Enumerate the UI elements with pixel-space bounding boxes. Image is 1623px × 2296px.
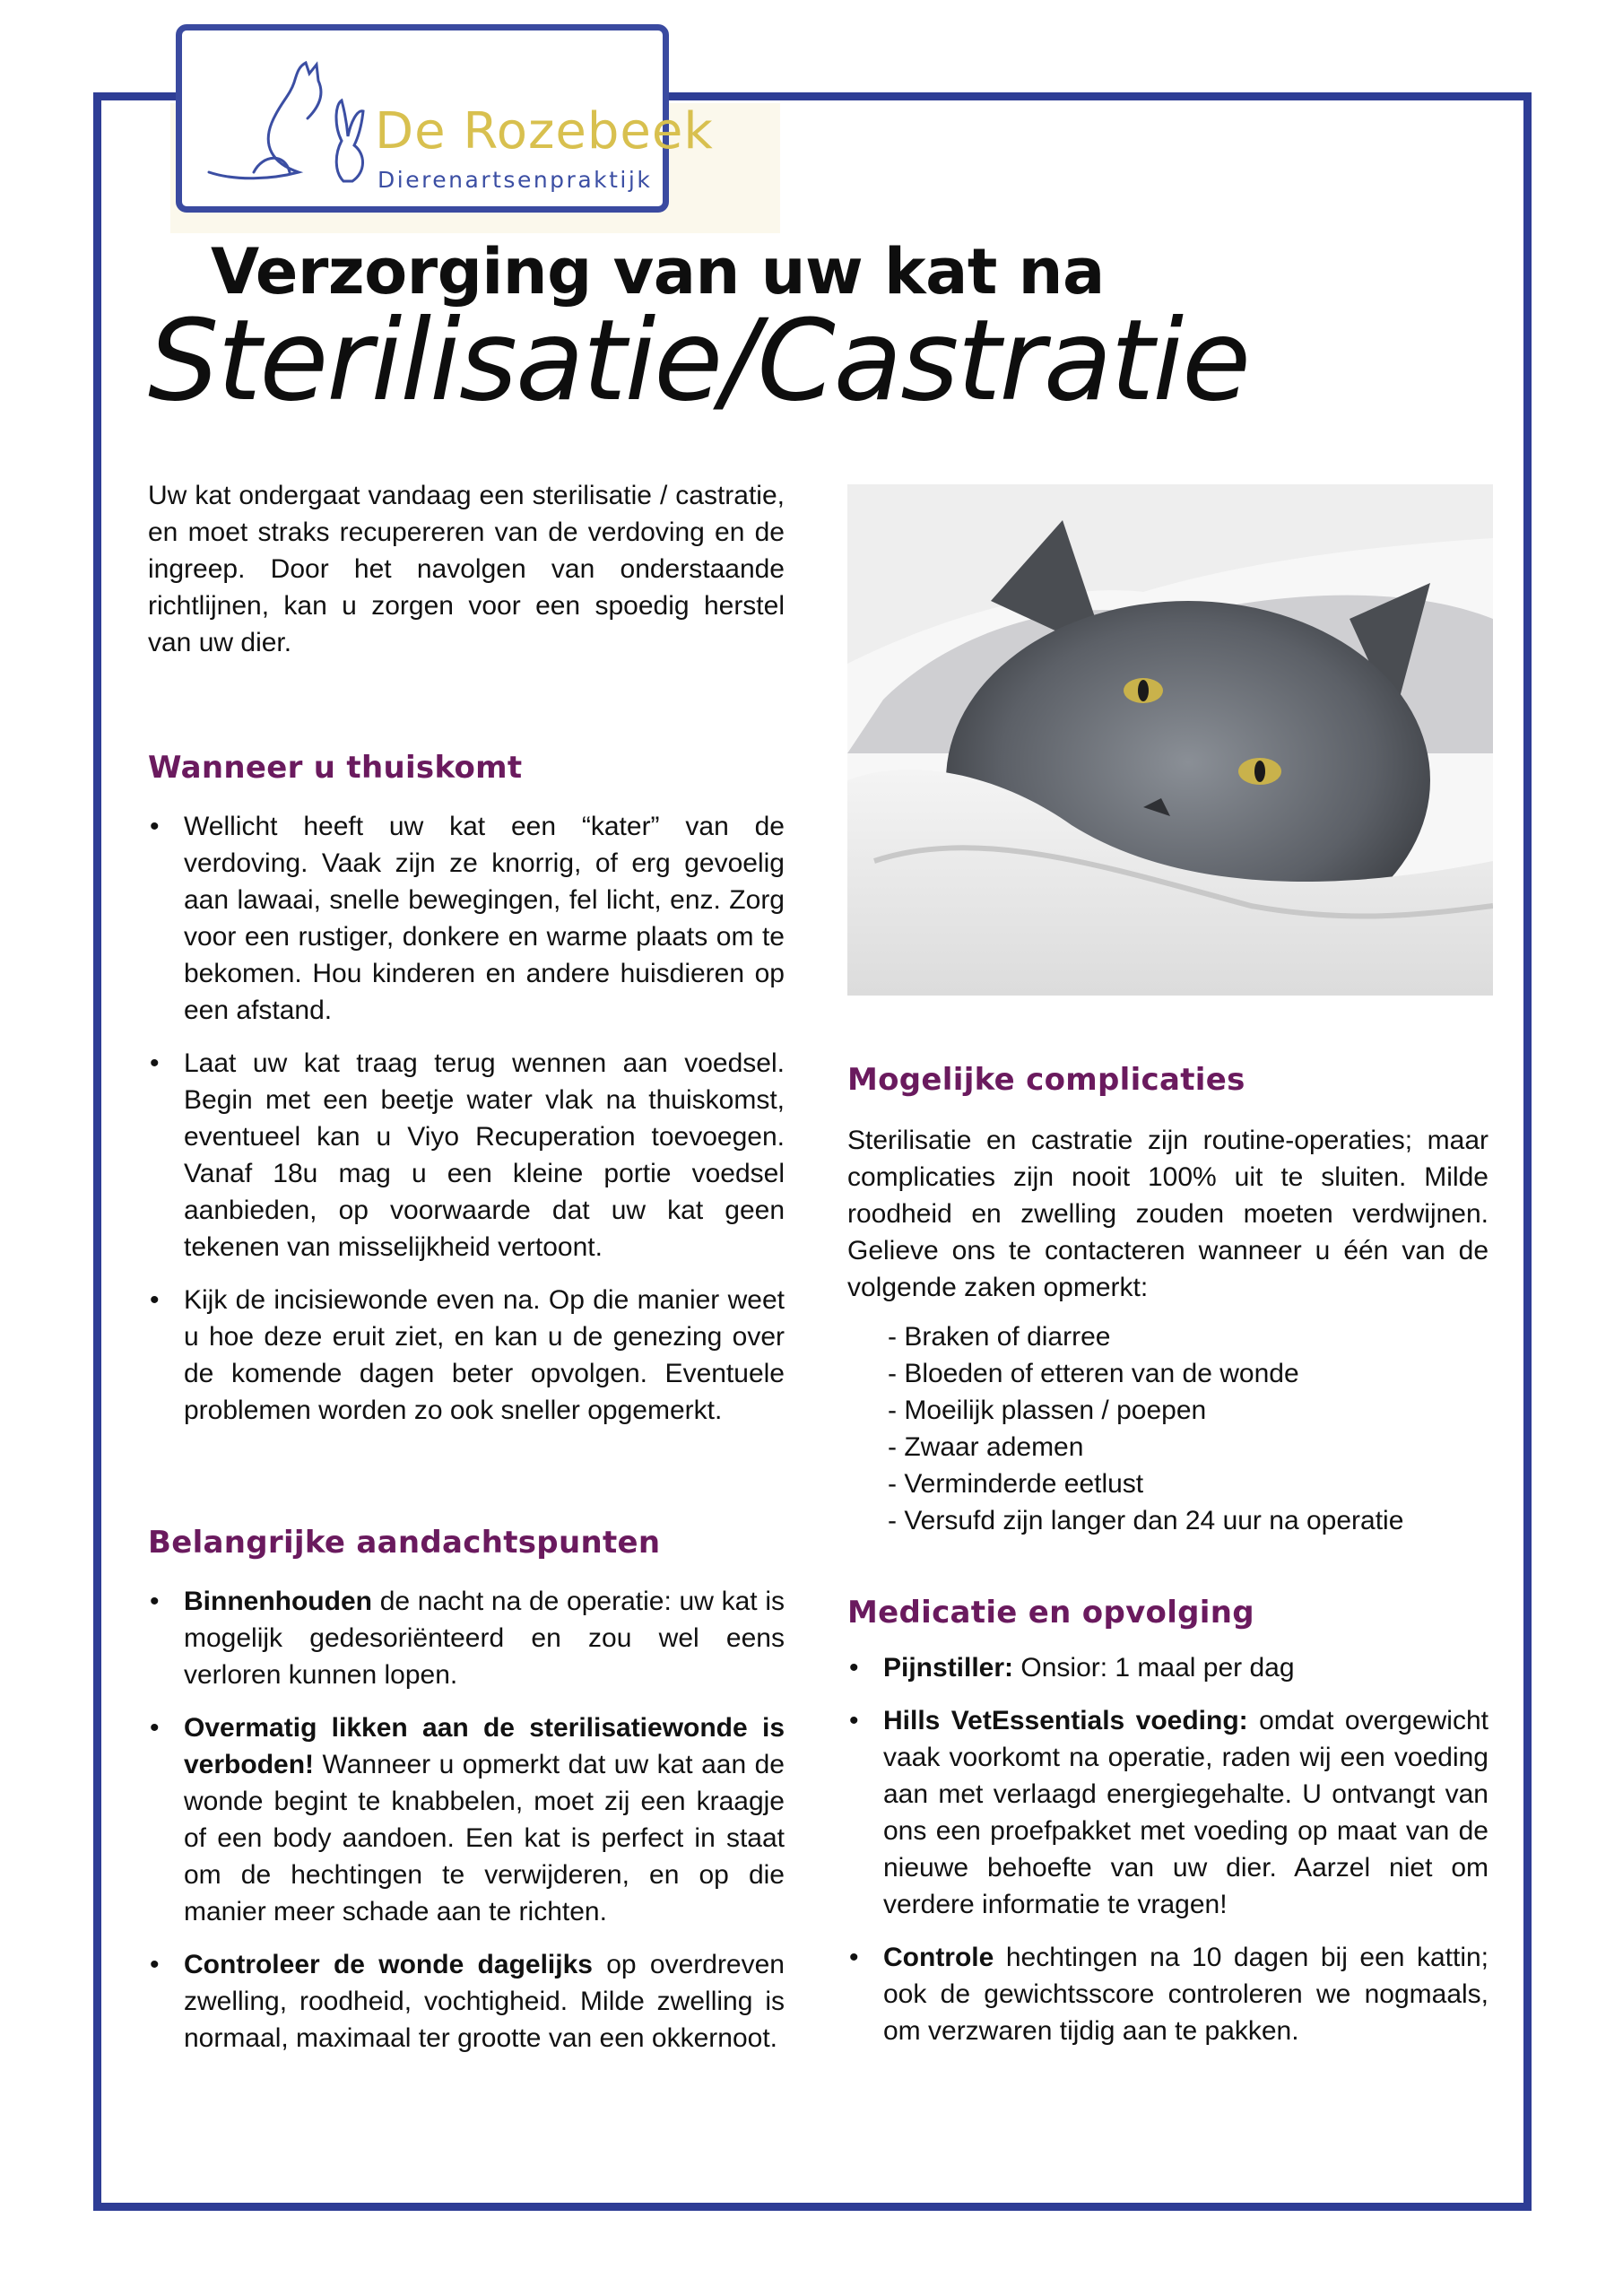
list-item: • Kijk de incisiewonde even na. Op die manier weet u hoe deze eruit ziet, en kan u de genezing over de komende dagen beter opvolgen. Eventuele problemen worden zo ook sneller opgemerkt. [148,1282,785,1429]
list-item: • Pijnstiller: Onsior: 1 maal per dag [847,1649,1488,1686]
section-attention-list [148,1583,785,2057]
section-attention-heading: Belangrijke aandachtspunten [148,1525,661,1561]
section-home [148,750,785,1445]
complications-list [847,1318,1488,1539]
list-item: - Verminderde eetlust [888,1469,1144,1499]
list-item: • Wellicht heeft uw kat een “kater” van de verdoving. Vaak zijn ze knorrig, of erg gevoelig aan lawaai, snelle bewegingen, fel licht, enz. Zorg voor een rustiger, donkere en warme plaats om te bekomen. Hou kinderen en andere huisdieren op een afstand. [148,808,785,1029]
list-item: - Bloeden of etteren van de wonde [888,1359,1299,1388]
list-item: - Moeilijk plassen / poepen [888,1396,1207,1425]
page-title-line-2: Sterilisatie/Castratie [148,296,1249,426]
intro-paragraph: Uw kat ondergaat vandaag een sterilisatie / castratie, en moet straks recupereren van de verdoving en de ingreep. Door het navolgen van onderstaande richtlijnen, kan u zorgen voor een spoedig herstel van uw dier. [148,481,785,657]
logo-subtitle: Dierenartsenpraktijk [378,167,653,193]
list-item: • Controle hechtingen na 10 dagen bij een kattin; ook de gewichtsscore controleren we nogmaals, om verzwaren tijdig aan te pakken. [847,1939,1488,2049]
section-medication-list [847,1649,1488,2049]
logo [176,24,714,213]
list-item: • Laat uw kat traag terug wennen aan voedsel. Begin met een beetje water vlak na thuiskomst, eventueel kan u Viyo Recuperation toevoegen. Vanaf 18u mag u een kleine portie voedsel aanbieden, op voorwaarde dat uw kat geen tekenen van misselijkheid vertoont. [148,1045,785,1265]
section-home-heading: Wanneer u thuiskomt [148,750,523,786]
section-medication [847,1595,1488,2066]
list-item: - Zwaar ademen [888,1432,1084,1462]
section-complications-heading: Mogelijke complicaties [847,1062,1245,1098]
cat-photo [847,484,1493,996]
section-complications [847,1062,1488,1539]
list-item: • Controleer de wonde dagelijks op overdreven zwelling, roodheid, vochtigheid. Milde zwelling is normaal, maximaal ter grootte van een okkernoot. [148,1946,785,2057]
list-item: • Hills VetEssentials voeding: omdat overgewicht vaak voorkomt na operatie, raden wij een voeding aan met verlaagd energiegehalte. U ontvangt van ons een proefpakket met voeding op maat van de nieuwe behoefte van uw dier. Aarzel niet om verdere informatie te vragen! [847,1702,1488,1923]
logo-name: De Rozebeek [375,102,714,161]
cat-rabbit-logo-icon [200,47,379,199]
section-home-list [148,808,785,1429]
list-item: - Braken of diarree [888,1322,1111,1352]
page-title-line-1: Verzorging van uw kat na [211,235,1105,309]
list-item: • Overmatig likken aan de sterilisatiewonde is verboden! Wanneer u opmerkt dat uw kat aan de wonde begint te knabbelen, moet zij een kraagje of een body aandoen. Een kat is perfect in staat om de hechtingen te verwijderen, en op die manier meer schade aan te richten. [148,1709,785,1930]
grey-cat-photo-icon [847,484,1493,996]
section-complications-text: Sterilisatie en castratie zijn routine-operaties; maar complicaties zijn nooit 100% uit te sluiten. Milde roodheid en zwelling zouden moeten verdwijnen. Gelieve ons te contacteren wanneer u één van de volgende zaken opmerkt: [847,1126,1488,1302]
section-attention [148,1525,785,2073]
list-item: - Versufd zijn langer dan 24 uur na operatie [888,1506,1404,1535]
list-item: • Binnenhouden de nacht na de operatie: uw kat is mogelijk gedesoriënteerd en zou wel eens verloren kunnen lopen. [148,1583,785,1693]
section-medication-heading: Medicatie en opvolging [847,1595,1254,1631]
